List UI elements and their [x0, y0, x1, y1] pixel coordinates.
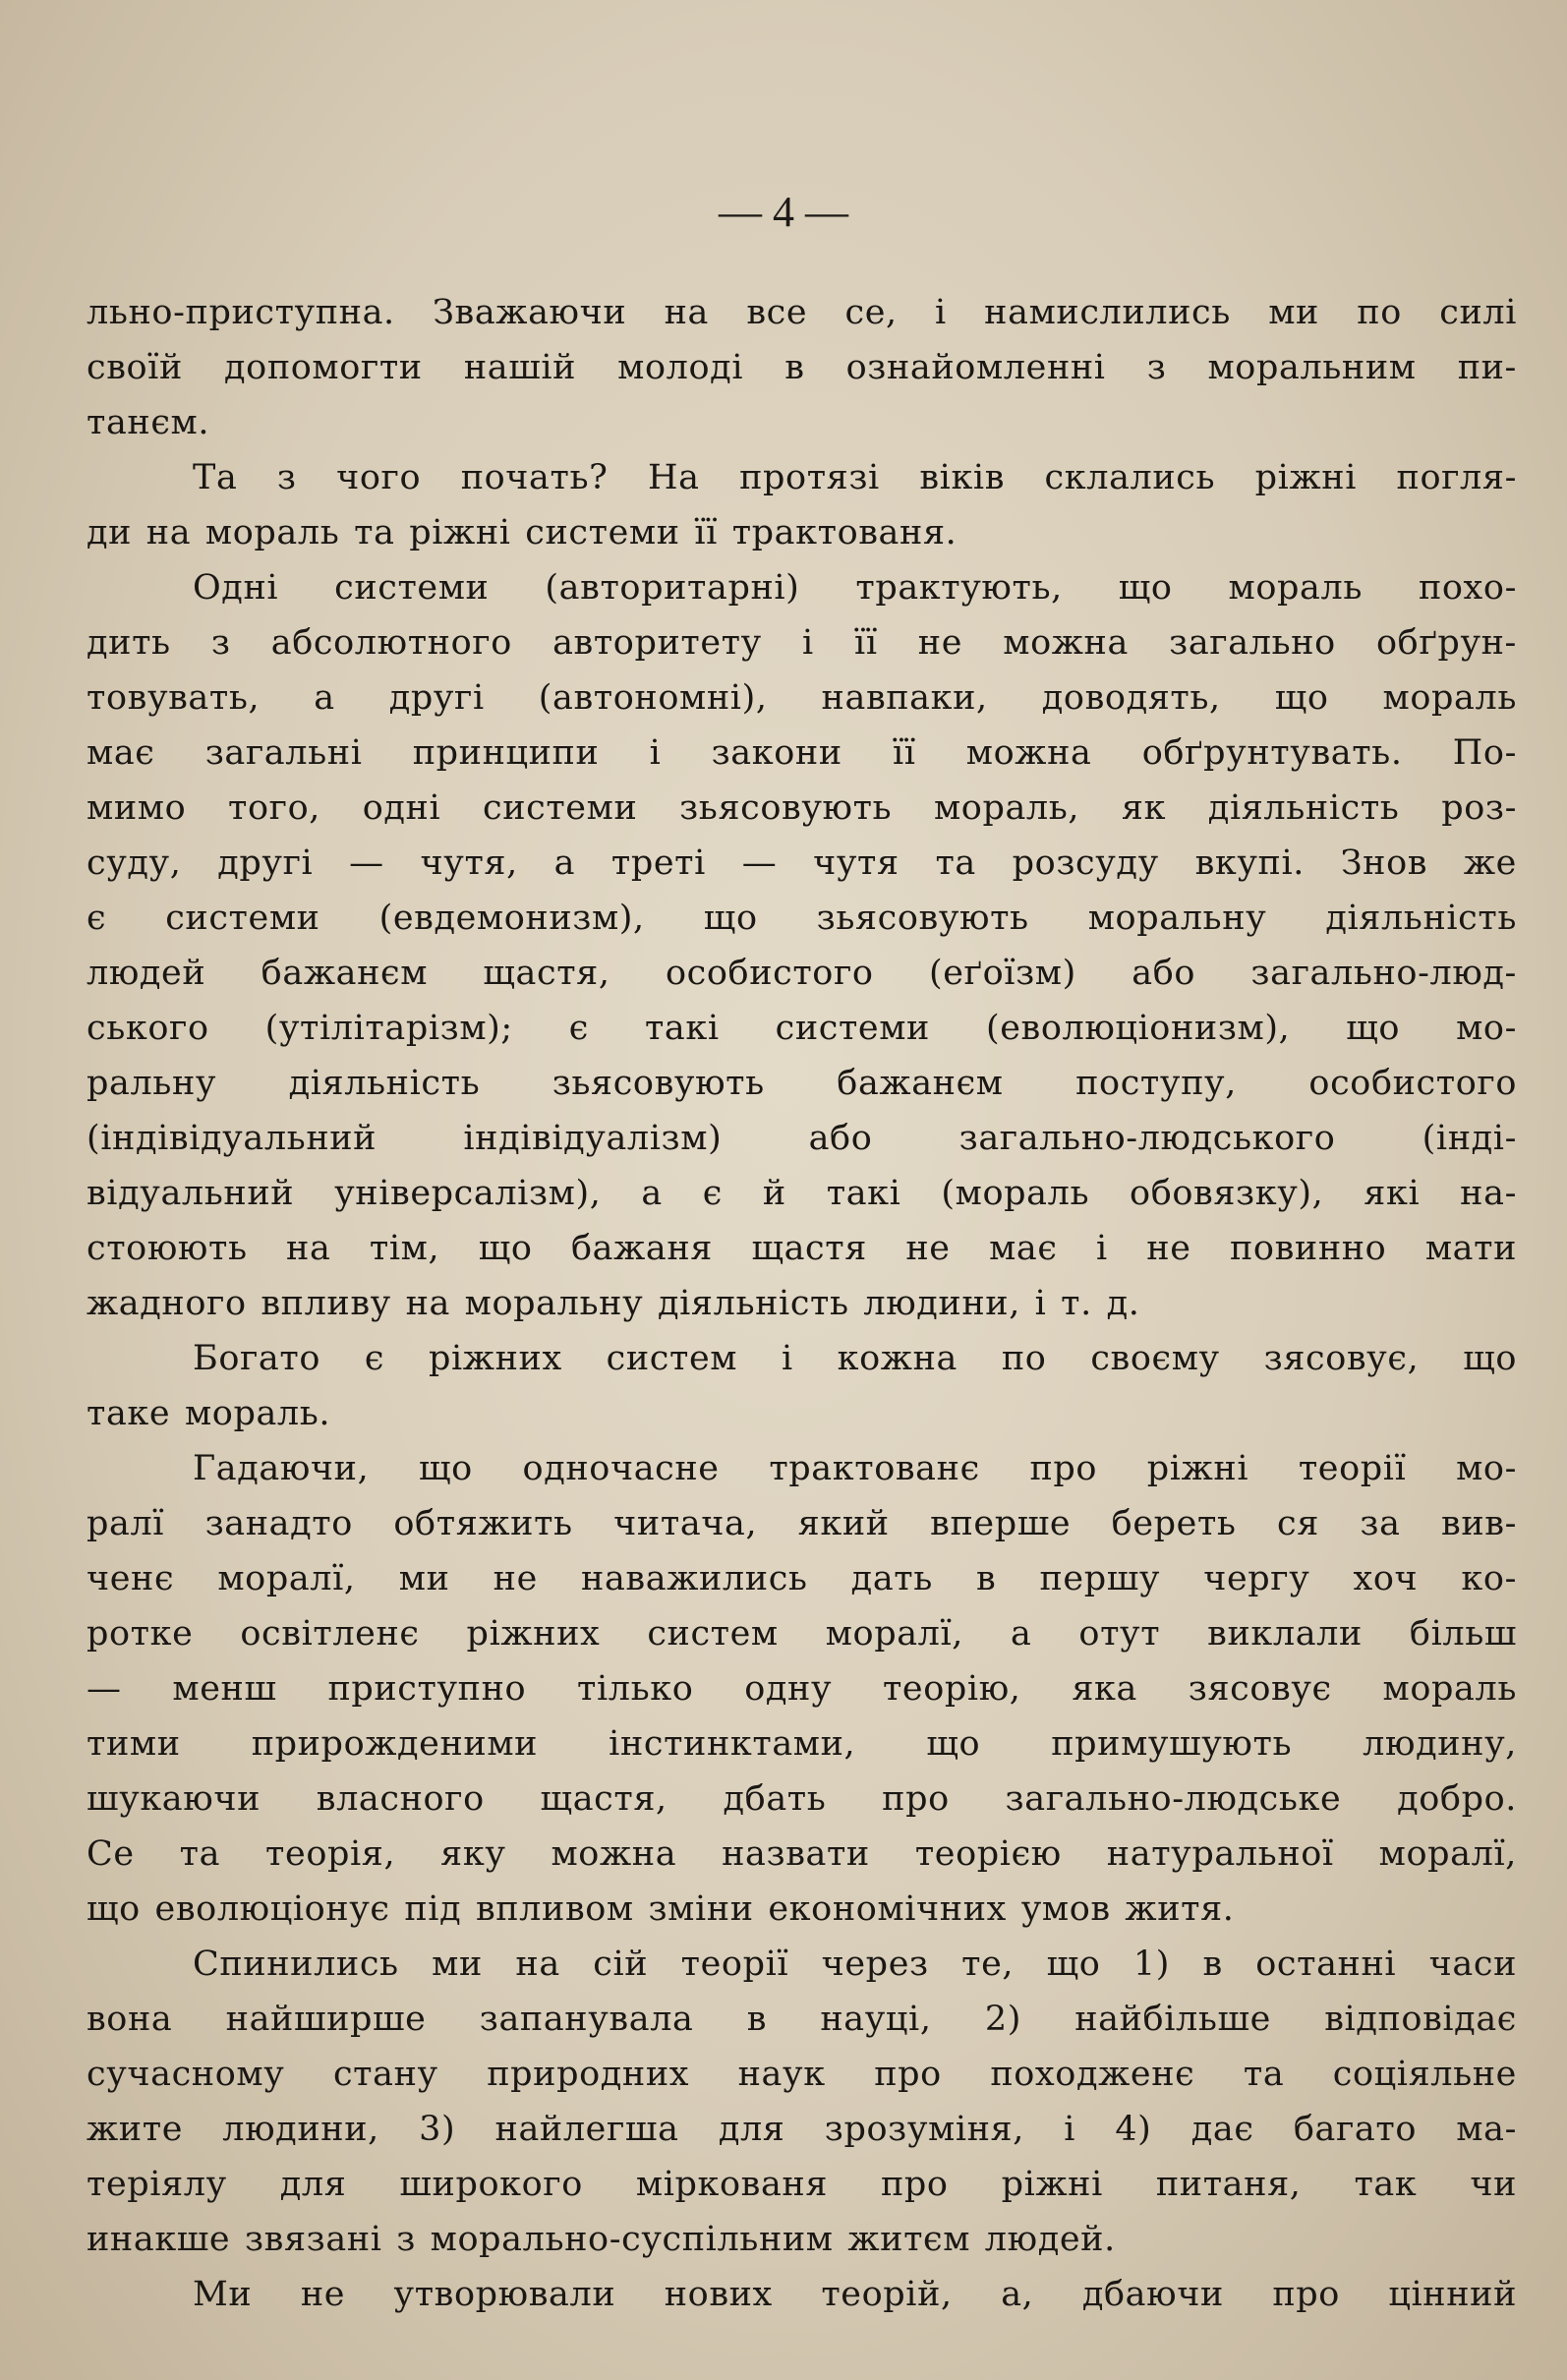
text-line: людей бажанєм щастя, особистого (еґоїзм) або загально-люд-: [87, 954, 1517, 993]
text-line: таке мораль.: [87, 1394, 331, 1433]
body-text: [87, 285, 1517, 2322]
text-line: відуальний універсалізм), а є й такі (мораль обовязку), які на-: [87, 1174, 1517, 1213]
text-line: инакше звязані з морально-суспільним житєм людей.: [87, 2220, 1116, 2259]
text-line: ського (утілітарізм); є такі системи (еволюціонизм), що мо-: [87, 1009, 1517, 1048]
text-line: шукаючи власного щастя, дбать про загально-людське добро.: [87, 1779, 1517, 1819]
text-line: своїй допомогти нашій молоді в ознайомленні з моральним пи-: [87, 348, 1517, 387]
text-line: жадного впливу на моральну діяльність людини, і т. д.: [87, 1284, 1140, 1323]
text-line: сучасному стану природних наук про походженє та соціяльне: [87, 2055, 1517, 2094]
text-line: ди на мораль та ріжні системи її трактованя.: [87, 513, 958, 552]
text-line: ротке освітленє ріжних систем моралї, а отут виклали більш: [87, 1614, 1517, 1654]
text-line: дить з абсолютного авторитету і її не можна загально обґрун-: [87, 623, 1517, 663]
text-line: тими прирожденими інстинктами, що примушують людину,: [87, 1724, 1517, 1764]
page-number: — 4 —: [719, 188, 848, 236]
text-line: Богато є ріжних систем і кожна по своєму зясовує, що: [193, 1339, 1517, 1378]
text-line: жите людини, 3) найлегша для зрозуміня, і 4) дає багато ма-: [87, 2110, 1517, 2149]
text-line: Та з чого почать? На протязі віків склались ріжні погля-: [193, 458, 1517, 497]
text-line: ралї занадто обтяжить читача, який вперше береть ся за вив-: [87, 1504, 1517, 1543]
text-line: (індівідуальний індівідуалізм) або загально-людського (інді-: [87, 1119, 1517, 1158]
text-line: суду, другі — чутя, а треті — чутя та розсуду вкупі. Знов же: [87, 843, 1517, 883]
text-line: має загальні принципи і закони її можна обґрунтувать. По-: [87, 733, 1517, 773]
text-line: стоюють на тім, що бажаня щастя не має і не повинно мати: [87, 1229, 1517, 1268]
text-line: Спинились ми на сій теорії через те, що 1) в останні часи: [193, 1945, 1517, 1984]
text-line: товувать, а другі (автономні), навпаки, доводять, що мораль: [87, 678, 1517, 718]
text-line: теріялу для широкого міркованя про ріжні питаня, так чи: [87, 2165, 1517, 2204]
text-line: є системи (евдемонизм), що зьясовують моральну діяльність: [87, 899, 1517, 938]
text-line: вона найширше запанувала в науці, 2) найбільше відповідає: [87, 2000, 1517, 2039]
text-line: ральну діяльність зьясовують бажанєм поступу, особистого: [87, 1064, 1517, 1103]
text-line: Гадаючи, що одночасне трактованє про ріжні теорії мо-: [193, 1449, 1517, 1488]
text-line: ченє моралї, ми не наважились дать в першу чергу хоч ко-: [87, 1559, 1517, 1598]
text-line: танєм.: [87, 403, 210, 442]
text-line: — менш приступно тілько одну теорію, яка зясовує мораль: [87, 1669, 1517, 1709]
text-line: Се та теорія, яку можна назвати теорією натуральної моралї,: [87, 1834, 1517, 1874]
text-line: льно-приступна. Зважаючи на все се, і намислились ми по силі: [87, 293, 1517, 332]
text-line: мимо того, одні системи зьясовують мораль, як діяльність роз-: [87, 788, 1517, 828]
text-line: Одні системи (авторитарні) трактують, що мораль похо-: [193, 568, 1517, 608]
text-line: що еволюціонує під впливом зміни економічних умов житя.: [87, 1889, 1235, 1929]
text-line: Ми не утворювали нових теорій, а, дбаючи про цінний: [193, 2275, 1517, 2314]
